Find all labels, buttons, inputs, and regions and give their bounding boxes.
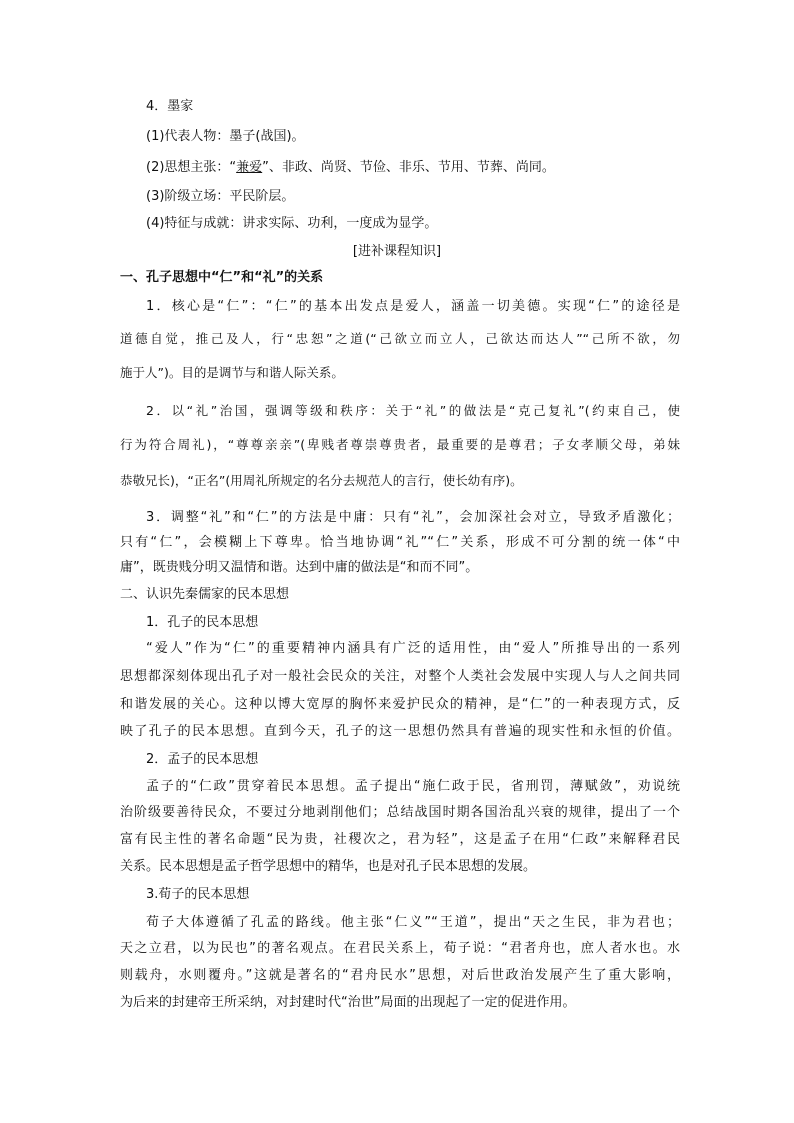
kongzi-line1: “爱人”作为“仁”的重要精神内涵具有广泛的适用性，由“爱人”所推导出的一系列: [146, 641, 680, 656]
mengzi-line4: 关系。民本思想是孟子哲学思想中的精华，也是对孔子民本思想的发展。: [120, 859, 537, 874]
mengzi-line2: 治阶级要善待民众，不要过分地剥削他们；总结战国时期各国治乱兴衰的规律，提出了一个: [120, 805, 680, 820]
section1-p2-line1: 2．以“礼”治国，强调等级和秩序：关于“礼”的做法是“克己复礼”(约束自己，使: [146, 403, 680, 418]
mengzi-line1: 孟子的“仁政”贯穿着民本思想。孟子提出“施仁政于民，省刑罚，薄赋敛”，劝说统: [146, 779, 680, 794]
mojia-item-4: (4)特征与成就：讲求实际、功利，一度成为显学。: [146, 216, 438, 231]
section1-p1-line1: 1．核心是“仁”：“仁”的基本出发点是爱人，涵盖一切美德。实现“仁”的途径是: [146, 299, 680, 314]
section1-p2-line3: 恭敬兄长)，“正名”(用周礼所规定的名分去规范人的言行，使长幼有序)。: [120, 473, 523, 488]
mojia-heading: 4．墨家: [146, 99, 194, 114]
xunzi-title: 3.荀子的民本思想: [146, 887, 250, 902]
section1-p2-line2: 行为符合周礼)，“尊尊亲亲”(卑贱者尊崇尊贵者，最重要的是尊君；子女孝顺父母，弟妹: [120, 437, 680, 452]
mojia-item-2: (2)思想主张：“兼爱”、非政、尚贤、节俭、非乐、节用、节葬、尚同。: [146, 160, 555, 175]
mojia-item-1: (1)代表人物：墨子(战国)。: [146, 129, 305, 144]
xunzi-line4: 为后来的封建帝王所采纳，对封建时代“治世”局面的出现起了一定的促进作用。: [120, 995, 576, 1010]
kongzi-line4: 映了孔子的民本思想。直到今天，孔子的这一思想仍然具有普遍的现实性和永恒的价值。: [120, 724, 680, 739]
section1-p3-line1: 3．调整“礼”和“仁”的方法是中庸：只有“礼”，会加深社会对立，导致矛盾激化；: [146, 510, 680, 525]
supplement-title: [进补课程知识]: [352, 244, 442, 259]
kongzi-line3: 和谐发展的关心。这种以博大宽厚的胸怀来爱护民众的精神，是“仁”的一种表现方式，反: [120, 697, 680, 712]
mojia-item-3: (3)阶级立场：平民阶层。: [146, 189, 295, 204]
section1-title: 一、孔子思想中“仁”和“礼”的关系: [120, 270, 324, 285]
section1-p3-line2: 只有“仁”，会模糊上下尊卑。恰当地协调“礼”“仁”关系，形成不可分割的统一体“中: [120, 535, 680, 550]
xunzi-line1: 荀子大体遵循了孔孟的路线。他主张“仁义”“王道”，提出“天之生民，非为君也；: [146, 915, 680, 930]
xunzi-line2: 天之立君，以为民也”的著名观点。在君民关系上，荀子说：“君者舟也，庶人者水也。水: [120, 941, 680, 956]
jianai-underlined: 兼爱: [236, 160, 263, 175]
section1-p1-line3: 施于人”)。目的是调节与和谐人际关系。: [120, 365, 344, 380]
section1-p3-line3: 庸”，既贵贱分明又温情和谐。达到中庸的做法是“和而不同”。: [120, 560, 479, 575]
mengzi-line3: 富有民主性的著名命题“民为贵，社稷次之，君为轻”，这是孟子在用“仁政”来解释君民: [120, 832, 680, 847]
section2-title: 二、认识先秦儒家的民本思想: [120, 587, 290, 602]
section1-p1-line2: 道德自觉，推己及人，行“忠恕”之道(“己欲立而立人，己欲达而达人”“己所不欲，勿: [120, 331, 680, 346]
mengzi-title: 2．孟子的民本思想: [146, 752, 259, 767]
xunzi-line3: 则载舟，水则覆舟。”这就是著名的“君舟民水”思想，对后世政治发展产生了重大影响，: [120, 968, 680, 983]
kongzi-title: 1．孔子的民本思想: [146, 615, 259, 630]
kongzi-line2: 思想都深刻体现出孔子对一般社会民众的关注，对整个人类社会发展中实现人与人之间共同: [120, 669, 680, 684]
